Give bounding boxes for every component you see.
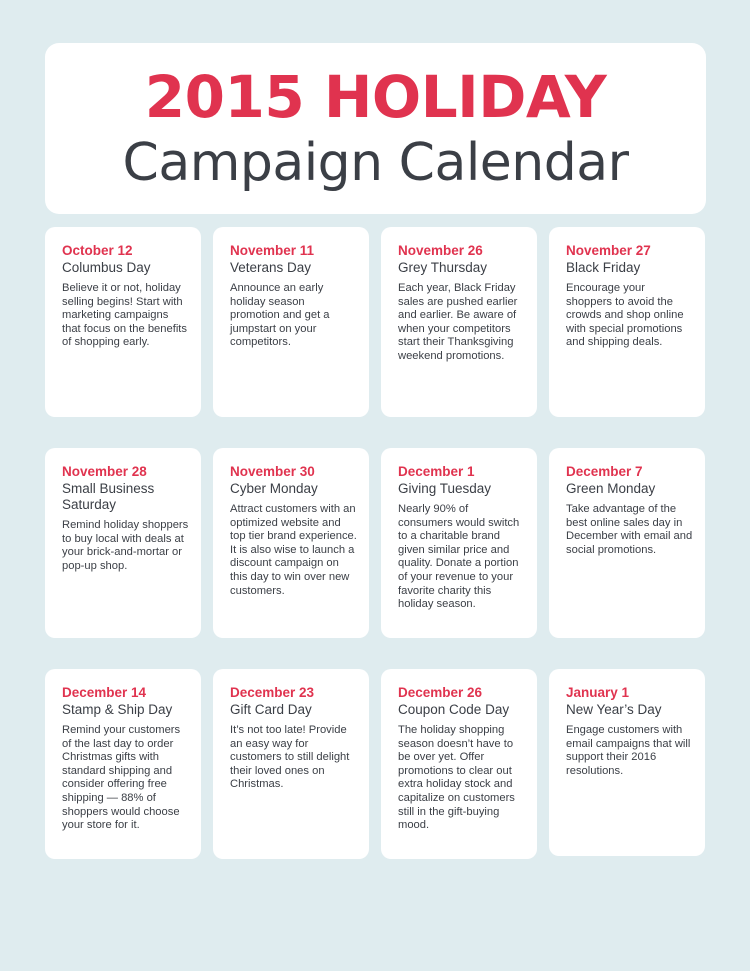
calendar-card-green-monday	[549, 448, 705, 638]
calendar-card-small-business-saturday	[45, 448, 201, 638]
card-holiday-name: Coupon Code Day	[398, 702, 510, 717]
card-description: Each year, Black Friday sales are pushed earlier and earlier. Be aware of when your competitors start their Thanksgiving weekend promotions.	[398, 282, 518, 362]
card-date: December 26	[398, 685, 483, 700]
card-description: Take advantage of the best online sales day in December with email and social promotions.	[566, 503, 693, 556]
card-description: Remind holiday shoppers to buy local with deals at your brick-and-mortar or pop-up shop.	[62, 519, 189, 572]
calendar-card-grey-thursday	[381, 227, 537, 417]
calendar-card-veterans-day	[213, 227, 369, 417]
calendar-card-columbus-day	[45, 227, 201, 417]
card-description: Remind your customers of the last day to order Christmas gifts with standard shipping and consider offering free shipping — 88% of shoppers would choose your store for it.	[62, 724, 181, 832]
card-date: December 14	[62, 685, 147, 700]
card-holiday-name: Giving Tuesday	[398, 481, 492, 496]
card-date: November 11	[230, 243, 315, 258]
card-description: Believe it or not, holiday selling begins! Start with marketing campaigns that focus on the benefits of shopping early.	[62, 282, 188, 349]
card-date: November 28	[62, 464, 147, 479]
card-description: Engage customers with email campaigns that will support their 2016 resolutions.	[566, 724, 691, 777]
card-date: January 1	[566, 685, 630, 700]
card-holiday-name: Stamp & Ship Day	[62, 702, 173, 717]
card-description: Nearly 90% of consumers would switch to a charitable brand given similar price and quality. Donate a portion of your revenue to your favorite charity this holiday season.	[398, 503, 520, 611]
card-date: November 27	[566, 243, 651, 258]
card-date: November 30	[230, 464, 315, 479]
card-description: Encourage your shoppers to avoid the crowds and shop online with special promotions and shipping deals.	[566, 282, 684, 349]
calendar-card-gift-card-day	[213, 669, 369, 859]
card-description: It’s not too late! Provide an easy way for customers to still delight their loved ones on Christmas.	[230, 724, 350, 791]
card-description: Attract customers with an optimized website and top tier brand experience. It is also wise to launch a discount campaign on this day to win over new customers.	[230, 503, 357, 597]
page-subtitle: Campaign Calendar	[122, 133, 629, 193]
calendar-card-giving-tuesday	[381, 448, 537, 638]
title-banner	[45, 43, 706, 214]
card-holiday-name: Gift Card Day	[230, 702, 312, 717]
card-holiday-name: Cyber Monday	[230, 481, 318, 496]
card-holiday-name: Veterans Day	[230, 260, 312, 275]
calendar-card-coupon-code-day	[381, 669, 537, 859]
card-date: December 7	[566, 464, 643, 479]
card-description: Announce an early holiday season promotion and get a jumpstart on your competitors.	[230, 282, 330, 349]
card-holiday-name: Small Business Saturday	[62, 481, 155, 512]
card-date: November 26	[398, 243, 483, 258]
card-date: December 1	[398, 464, 475, 479]
calendar-card-black-friday	[549, 227, 705, 417]
calendar-card-new-years-day	[549, 669, 705, 856]
card-holiday-name: Black Friday	[566, 260, 641, 275]
card-date: December 23	[230, 685, 315, 700]
card-holiday-name: New Year’s Day	[566, 702, 662, 717]
card-holiday-name: Columbus Day	[62, 260, 151, 275]
card-holiday-name: Green Monday	[566, 481, 656, 496]
calendar-card-stamp-ship-day	[45, 669, 201, 859]
page-title: 2015 HOLIDAY	[144, 63, 607, 131]
card-holiday-name: Grey Thursday	[398, 260, 488, 275]
calendar-card-cyber-monday	[213, 448, 369, 638]
card-date: October 12	[62, 243, 133, 258]
card-description: The holiday shopping season doesn’t have to be over yet. Offer promotions to clear out extra holiday stock and capitalize on customers still in the gift-buying mood.	[398, 724, 515, 832]
